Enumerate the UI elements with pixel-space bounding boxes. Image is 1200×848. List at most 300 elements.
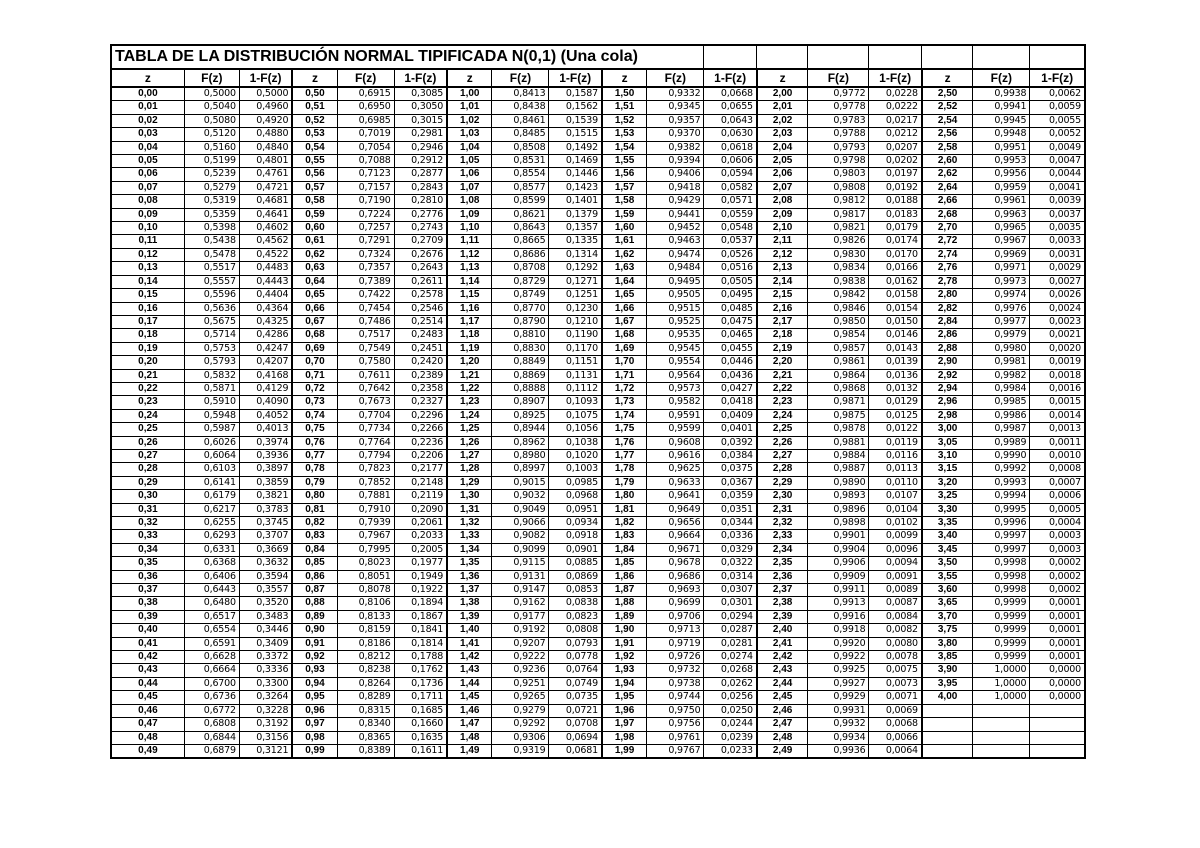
- tail-value-cell: 0,0793: [549, 637, 602, 650]
- cdf-value-cell: 0,8531: [492, 155, 549, 168]
- tail-value-cell: 0,1251: [549, 289, 602, 302]
- cdf-value-cell: 0,8238: [337, 664, 394, 677]
- cdf-value-cell: 0,7054: [337, 141, 394, 154]
- normal-distribution-table: [110, 44, 1086, 759]
- z-value-cell: 1,03: [447, 128, 492, 141]
- cdf-value-cell: 0,6217: [184, 503, 239, 516]
- cdf-value-cell: [973, 718, 1030, 731]
- tail-value-cell: 0,0359: [704, 490, 757, 503]
- z-value-cell: 0,05: [111, 155, 184, 168]
- tail-value-cell: 0,3936: [239, 449, 292, 462]
- cdf-value-cell: 0,5040: [184, 101, 239, 114]
- tail-value-cell: 0,0901: [549, 543, 602, 556]
- cdf-value-cell: 0,9857: [808, 342, 869, 355]
- column-header: 1-F(z): [1030, 69, 1085, 87]
- z-value-cell: 0,28: [111, 463, 184, 476]
- tail-value-cell: [1030, 731, 1085, 744]
- tail-value-cell: 0,0485: [704, 302, 757, 315]
- tail-value-cell: 0,2810: [394, 195, 447, 208]
- z-value-cell: 2,49: [757, 744, 808, 758]
- tail-value-cell: 0,0026: [1030, 289, 1085, 302]
- z-value-cell: 3,40: [922, 530, 973, 543]
- z-value-cell: 2,12: [757, 248, 808, 261]
- z-value-cell: 2,20: [757, 356, 808, 369]
- z-value-cell: 0,87: [292, 584, 337, 597]
- tail-value-cell: 0,0007: [1030, 476, 1085, 489]
- cdf-value-cell: 0,9265: [492, 691, 549, 704]
- z-value-cell: 0,84: [292, 543, 337, 556]
- z-value-cell: 0,12: [111, 248, 184, 261]
- cdf-value-cell: 0,6026: [184, 436, 239, 449]
- cdf-value-cell: 0,9788: [808, 128, 869, 141]
- z-value-cell: 0,60: [292, 222, 337, 235]
- tail-value-cell: 0,0228: [869, 87, 922, 101]
- tail-value-cell: 0,1151: [549, 356, 602, 369]
- table-row: [111, 490, 1085, 503]
- tail-value-cell: 0,1762: [394, 664, 447, 677]
- z-value-cell: 0,41: [111, 637, 184, 650]
- cdf-value-cell: 0,7967: [337, 530, 394, 543]
- z-value-cell: 1,37: [447, 584, 492, 597]
- tail-value-cell: 0,3409: [239, 637, 292, 650]
- cdf-value-cell: 0,5239: [184, 168, 239, 181]
- z-value-cell: 1,89: [602, 610, 647, 623]
- z-value-cell: 1,83: [602, 530, 647, 543]
- tail-value-cell: 0,3156: [239, 731, 292, 744]
- z-value-cell: 1,16: [447, 302, 492, 315]
- tail-value-cell: 0,0274: [704, 651, 757, 664]
- z-value-cell: 1,36: [447, 570, 492, 583]
- cdf-value-cell: 0,6736: [184, 691, 239, 704]
- tail-value-cell: 0,2206: [394, 449, 447, 462]
- cdf-value-cell: 0,9854: [808, 329, 869, 342]
- cdf-value-cell: 0,5596: [184, 289, 239, 302]
- tail-value-cell: 0,0401: [704, 423, 757, 436]
- cdf-value-cell: 0,5871: [184, 382, 239, 395]
- tail-value-cell: [1030, 718, 1085, 731]
- z-value-cell: 1,78: [602, 463, 647, 476]
- cdf-value-cell: 0,9699: [647, 597, 704, 610]
- tail-value-cell: 0,0099: [869, 530, 922, 543]
- cdf-value-cell: 0,8078: [337, 584, 394, 597]
- z-value-cell: 0,73: [292, 396, 337, 409]
- z-value-cell: 0,02: [111, 114, 184, 127]
- z-value-cell: 2,04: [757, 141, 808, 154]
- tail-value-cell: 0,0001: [1030, 637, 1085, 650]
- table-row: [111, 570, 1085, 583]
- tail-value-cell: 0,0000: [1030, 691, 1085, 704]
- z-value-cell: 1,05: [447, 155, 492, 168]
- z-value-cell: 1,70: [602, 356, 647, 369]
- tail-value-cell: 0,0084: [869, 610, 922, 623]
- z-value-cell: 1,67: [602, 315, 647, 328]
- table-row: [111, 275, 1085, 288]
- tail-value-cell: 0,2148: [394, 476, 447, 489]
- z-value-cell: 0,76: [292, 436, 337, 449]
- tail-value-cell: 0,0001: [1030, 624, 1085, 637]
- column-header: z: [447, 69, 492, 87]
- cdf-value-cell: 0,9871: [808, 396, 869, 409]
- tail-value-cell: 0,4960: [239, 101, 292, 114]
- tail-value-cell: 0,1271: [549, 275, 602, 288]
- cdf-value-cell: 0,9976: [973, 302, 1030, 315]
- tail-value-cell: 0,0019: [1030, 356, 1085, 369]
- table-row: [111, 168, 1085, 181]
- cdf-value-cell: 0,7291: [337, 235, 394, 248]
- cdf-value-cell: 0,9956: [973, 168, 1030, 181]
- z-value-cell: 2,74: [922, 248, 973, 261]
- tail-value-cell: 0,0078: [869, 651, 922, 664]
- z-value-cell: 1,42: [447, 651, 492, 664]
- tail-value-cell: 0,0465: [704, 329, 757, 342]
- tail-value-cell: 0,3228: [239, 704, 292, 717]
- tail-value-cell: 0,1841: [394, 624, 447, 637]
- cdf-value-cell: 0,5753: [184, 342, 239, 355]
- z-value-cell: 0,61: [292, 235, 337, 248]
- tail-value-cell: 0,0256: [704, 691, 757, 704]
- tail-value-cell: 0,2643: [394, 262, 447, 275]
- tail-value-cell: 0,4801: [239, 155, 292, 168]
- tail-value-cell: 0,0104: [869, 503, 922, 516]
- z-value-cell: 0,33: [111, 530, 184, 543]
- tail-value-cell: 0,3192: [239, 718, 292, 731]
- z-value-cell: 0,62: [292, 248, 337, 261]
- z-value-cell: 2,06: [757, 168, 808, 181]
- cdf-value-cell: 0,9147: [492, 584, 549, 597]
- tail-value-cell: 0,0041: [1030, 181, 1085, 194]
- z-value-cell: 2,96: [922, 396, 973, 409]
- cdf-value-cell: 0,5517: [184, 262, 239, 275]
- z-value-cell: 1,66: [602, 302, 647, 315]
- z-value-cell: 1,88: [602, 597, 647, 610]
- cdf-value-cell: 0,9726: [647, 651, 704, 664]
- z-value-cell: 3,70: [922, 610, 973, 623]
- z-value-cell: 0,16: [111, 302, 184, 315]
- cdf-value-cell: 0,9993: [973, 476, 1030, 489]
- table-row: [111, 691, 1085, 704]
- table-row: [111, 114, 1085, 127]
- title-empty-cell: [704, 45, 757, 69]
- z-value-cell: 2,70: [922, 222, 973, 235]
- tail-value-cell: 0,0764: [549, 664, 602, 677]
- z-value-cell: 0,98: [292, 731, 337, 744]
- tail-value-cell: 0,2776: [394, 208, 447, 221]
- z-value-cell: 1,95: [602, 691, 647, 704]
- z-value-cell: 0,59: [292, 208, 337, 221]
- cdf-value-cell: 0,8708: [492, 262, 549, 275]
- title-empty-cell: [1030, 45, 1085, 69]
- tail-value-cell: 0,0005: [1030, 503, 1085, 516]
- cdf-value-cell: 0,5160: [184, 141, 239, 154]
- tail-value-cell: 0,0197: [869, 168, 922, 181]
- cdf-value-cell: 0,9984: [973, 382, 1030, 395]
- tail-value-cell: 0,0006: [1030, 490, 1085, 503]
- column-header: z: [602, 69, 647, 87]
- tail-value-cell: 0,2451: [394, 342, 447, 355]
- tail-value-cell: 0,0020: [1030, 342, 1085, 355]
- tail-value-cell: 0,0073: [869, 677, 922, 690]
- tail-value-cell: 0,0475: [704, 315, 757, 328]
- tail-value-cell: 0,0778: [549, 651, 602, 664]
- z-value-cell: 2,08: [757, 195, 808, 208]
- cdf-value-cell: 0,6950: [337, 101, 394, 114]
- z-value-cell: 0,48: [111, 731, 184, 744]
- cdf-value-cell: 0,9868: [808, 382, 869, 395]
- z-value-cell: 0,44: [111, 677, 184, 690]
- cdf-value-cell: 0,8133: [337, 610, 394, 623]
- z-value-cell: 2,60: [922, 155, 973, 168]
- tail-value-cell: 0,2033: [394, 530, 447, 543]
- z-value-cell: 1,92: [602, 651, 647, 664]
- column-header: z: [922, 69, 973, 87]
- z-value-cell: 0,06: [111, 168, 184, 181]
- z-value-cell: 0,91: [292, 637, 337, 650]
- z-value-cell: 0,46: [111, 704, 184, 717]
- cdf-value-cell: 0,9778: [808, 101, 869, 114]
- z-value-cell: 1,56: [602, 168, 647, 181]
- z-value-cell: 2,82: [922, 302, 973, 315]
- tail-value-cell: 0,3632: [239, 557, 292, 570]
- table-row: [111, 329, 1085, 342]
- cdf-value-cell: 0,9961: [973, 195, 1030, 208]
- z-value-cell: 2,31: [757, 503, 808, 516]
- tail-value-cell: 0,0314: [704, 570, 757, 583]
- z-value-cell: 3,25: [922, 490, 973, 503]
- tail-value-cell: 0,5000: [239, 87, 292, 101]
- z-value-cell: 1,14: [447, 275, 492, 288]
- cdf-value-cell: 0,7123: [337, 168, 394, 181]
- tail-value-cell: 0,0049: [1030, 141, 1085, 154]
- cdf-value-cell: 0,9904: [808, 543, 869, 556]
- z-value-cell: 3,15: [922, 463, 973, 476]
- z-value-cell: 0,39: [111, 610, 184, 623]
- z-value-cell: 0,99: [292, 744, 337, 758]
- cdf-value-cell: 0,9370: [647, 128, 704, 141]
- tail-value-cell: 0,2358: [394, 382, 447, 395]
- z-value-cell: 1,73: [602, 396, 647, 409]
- table-row: [111, 557, 1085, 570]
- cdf-value-cell: 0,9357: [647, 114, 704, 127]
- cdf-value-cell: 0,9936: [808, 744, 869, 758]
- cdf-value-cell: 0,7549: [337, 342, 394, 355]
- cdf-value-cell: 0,9941: [973, 101, 1030, 114]
- z-value-cell: 0,77: [292, 449, 337, 462]
- cdf-value-cell: 0,9850: [808, 315, 869, 328]
- tail-value-cell: 0,0207: [869, 141, 922, 154]
- cdf-value-cell: 0,9798: [808, 155, 869, 168]
- z-value-cell: 2,94: [922, 382, 973, 395]
- cdf-value-cell: 0,8289: [337, 691, 394, 704]
- z-value-cell: 0,15: [111, 289, 184, 302]
- tail-value-cell: 0,0096: [869, 543, 922, 556]
- z-value-cell: 1,79: [602, 476, 647, 489]
- tail-value-cell: 0,0212: [869, 128, 922, 141]
- cdf-value-cell: 0,5636: [184, 302, 239, 315]
- table-row: [111, 342, 1085, 355]
- tail-value-cell: 0,0409: [704, 409, 757, 422]
- table-row: [111, 423, 1085, 436]
- tail-value-cell: 0,4602: [239, 222, 292, 235]
- cdf-value-cell: 0,8962: [492, 436, 549, 449]
- normal-distribution-table-container: [110, 44, 1086, 759]
- z-value-cell: 2,98: [922, 409, 973, 422]
- tail-value-cell: 0,1401: [549, 195, 602, 208]
- cdf-value-cell: 0,9693: [647, 584, 704, 597]
- cdf-value-cell: 0,9951: [973, 141, 1030, 154]
- z-value-cell: 0,32: [111, 517, 184, 530]
- table-row: [111, 302, 1085, 315]
- tail-value-cell: 0,1038: [549, 436, 602, 449]
- cdf-value-cell: 0,7910: [337, 503, 394, 516]
- z-value-cell: 2,19: [757, 342, 808, 355]
- tail-value-cell: 0,1379: [549, 208, 602, 221]
- cdf-value-cell: 0,9948: [973, 128, 1030, 141]
- tail-value-cell: 0,0075: [869, 664, 922, 677]
- z-value-cell: 0,63: [292, 262, 337, 275]
- z-value-cell: 2,32: [757, 517, 808, 530]
- z-value-cell: 4,00: [922, 691, 973, 704]
- cdf-value-cell: 0,6591: [184, 637, 239, 650]
- z-value-cell: 1,06: [447, 168, 492, 181]
- tail-value-cell: 0,0166: [869, 262, 922, 275]
- tail-value-cell: 0,0001: [1030, 651, 1085, 664]
- z-value-cell: 1,49: [447, 744, 492, 758]
- tail-value-cell: 0,3669: [239, 543, 292, 556]
- cdf-value-cell: 0,9032: [492, 490, 549, 503]
- z-value-cell: 0,89: [292, 610, 337, 623]
- cdf-value-cell: 0,9992: [973, 463, 1030, 476]
- z-value-cell: 2,86: [922, 329, 973, 342]
- z-value-cell: 2,38: [757, 597, 808, 610]
- column-header: F(z): [337, 69, 394, 87]
- tail-value-cell: 0,4168: [239, 369, 292, 382]
- cdf-value-cell: 0,6808: [184, 718, 239, 731]
- cdf-value-cell: 0,7517: [337, 329, 394, 342]
- z-value-cell: 1,65: [602, 289, 647, 302]
- z-value-cell: 1,24: [447, 409, 492, 422]
- z-value-cell: 1,48: [447, 731, 492, 744]
- cdf-value-cell: 0,8438: [492, 101, 549, 114]
- cdf-value-cell: 0,9664: [647, 530, 704, 543]
- tail-value-cell: 0,1635: [394, 731, 447, 744]
- column-header: F(z): [808, 69, 869, 87]
- z-value-cell: 0,58: [292, 195, 337, 208]
- cdf-value-cell: 0,9452: [647, 222, 704, 235]
- cdf-value-cell: 0,9406: [647, 168, 704, 181]
- z-value-cell: 1,15: [447, 289, 492, 302]
- cdf-value-cell: 0,6443: [184, 584, 239, 597]
- z-value-cell: 1,21: [447, 369, 492, 382]
- tail-value-cell: 0,4404: [239, 289, 292, 302]
- cdf-value-cell: 0,9616: [647, 449, 704, 462]
- cdf-value-cell: 0,9929: [808, 691, 869, 704]
- tail-value-cell: 0,0869: [549, 570, 602, 583]
- cdf-value-cell: 0,9973: [973, 275, 1030, 288]
- z-value-cell: 2,45: [757, 691, 808, 704]
- z-value-cell: 1,04: [447, 141, 492, 154]
- tail-value-cell: 0,3015: [394, 114, 447, 127]
- cdf-value-cell: 0,6331: [184, 543, 239, 556]
- tail-value-cell: 0,2483: [394, 329, 447, 342]
- cdf-value-cell: 0,7019: [337, 128, 394, 141]
- cdf-value-cell: 0,9994: [973, 490, 1030, 503]
- z-value-cell: 3,55: [922, 570, 973, 583]
- tail-value-cell: 0,1788: [394, 651, 447, 664]
- cdf-value-cell: 0,9591: [647, 409, 704, 422]
- cdf-value-cell: 0,9938: [973, 87, 1030, 101]
- z-value-cell: 2,44: [757, 677, 808, 690]
- z-value-cell: 1,68: [602, 329, 647, 342]
- tail-value-cell: 0,4207: [239, 356, 292, 369]
- cdf-value-cell: 0,7257: [337, 222, 394, 235]
- z-value-cell: 1,17: [447, 315, 492, 328]
- tail-value-cell: 0,0694: [549, 731, 602, 744]
- tail-value-cell: [1030, 704, 1085, 717]
- cdf-value-cell: 0,9971: [973, 262, 1030, 275]
- z-value-cell: 0,70: [292, 356, 337, 369]
- cdf-value-cell: 0,7794: [337, 449, 394, 462]
- cdf-value-cell: 0,9750: [647, 704, 704, 717]
- z-value-cell: 2,13: [757, 262, 808, 275]
- z-value-cell: 2,01: [757, 101, 808, 114]
- z-value-cell: 1,45: [447, 691, 492, 704]
- tail-value-cell: 0,0000: [1030, 677, 1085, 690]
- cdf-value-cell: 0,9985: [973, 396, 1030, 409]
- cdf-value-cell: 0,8810: [492, 329, 549, 342]
- z-value-cell: 3,65: [922, 597, 973, 610]
- z-value-cell: 2,66: [922, 195, 973, 208]
- tail-value-cell: 0,0002: [1030, 557, 1085, 570]
- z-value-cell: 2,24: [757, 409, 808, 422]
- cdf-value-cell: 0,9429: [647, 195, 704, 208]
- z-value-cell: 1,47: [447, 718, 492, 731]
- tail-value-cell: 0,1357: [549, 222, 602, 235]
- z-value-cell: 0,66: [292, 302, 337, 315]
- tail-value-cell: 0,1685: [394, 704, 447, 717]
- cdf-value-cell: 0,8665: [492, 235, 549, 248]
- z-value-cell: 1,60: [602, 222, 647, 235]
- cdf-value-cell: 0,9980: [973, 342, 1030, 355]
- z-value-cell: 2,41: [757, 637, 808, 650]
- cdf-value-cell: 0,9997: [973, 530, 1030, 543]
- cdf-value-cell: 0,6293: [184, 530, 239, 543]
- table-row: [111, 731, 1085, 744]
- table-row: [111, 517, 1085, 530]
- tail-value-cell: 0,0059: [1030, 101, 1085, 114]
- z-value-cell: 2,72: [922, 235, 973, 248]
- table-row: [111, 718, 1085, 731]
- cdf-value-cell: 0,7852: [337, 476, 394, 489]
- tail-value-cell: 0,2743: [394, 222, 447, 235]
- tail-value-cell: 0,0035: [1030, 222, 1085, 235]
- z-value-cell: 0,57: [292, 181, 337, 194]
- z-value-cell: 1,09: [447, 208, 492, 221]
- cdf-value-cell: 0,9906: [808, 557, 869, 570]
- cdf-value-cell: 0,9066: [492, 517, 549, 530]
- cdf-value-cell: 0,8907: [492, 396, 549, 409]
- z-value-cell: 0,17: [111, 315, 184, 328]
- cdf-value-cell: 0,8686: [492, 248, 549, 261]
- tail-value-cell: 0,0062: [1030, 87, 1085, 101]
- tail-value-cell: 0,0122: [869, 423, 922, 436]
- z-value-cell: 2,50: [922, 87, 973, 101]
- cdf-value-cell: 0,9474: [647, 248, 704, 261]
- z-value-cell: 0,20: [111, 356, 184, 369]
- table-row: [111, 584, 1085, 597]
- z-value-cell: 2,18: [757, 329, 808, 342]
- z-value-cell: 2,42: [757, 651, 808, 664]
- cdf-value-cell: 0,9505: [647, 289, 704, 302]
